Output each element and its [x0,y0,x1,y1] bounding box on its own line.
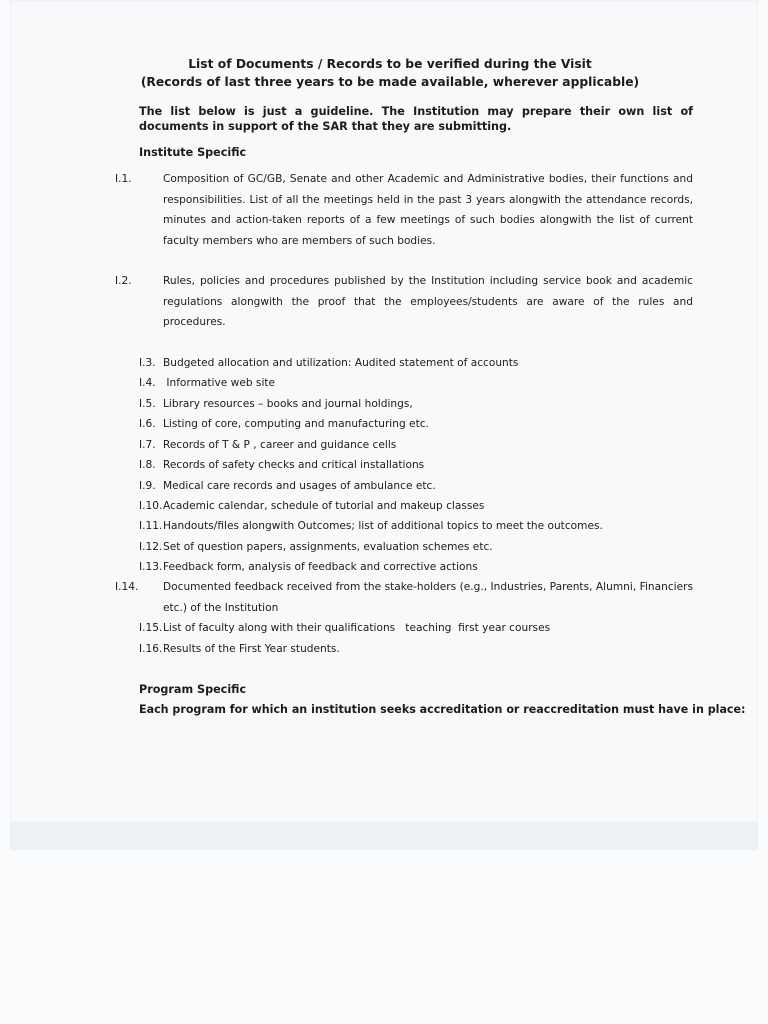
item-number: I.15. [139,622,163,634]
item-text: Results of the First Year students. [163,643,340,655]
list-item-i2 [115,271,693,333]
list-item-i14 [115,577,693,618]
item-text: Medical care records and usages of ambulance etc. [163,480,436,492]
intro-paragraph: The list below is just a guideline. The Institution may prepare their own list of documents in support of the SAR that they are submitting. [139,105,693,133]
item-number: I.11. [139,520,163,532]
program-intro: Each program for which an institution seeks accreditation or reaccreditation must have in place: [139,703,746,716]
list-item-i16 [139,639,693,660]
item-text: Informative web site [163,377,276,389]
item-text: Listing of core, computing and manufacturing etc. [163,418,429,430]
program-specific-heading: Program Specific [139,683,247,696]
item-text: Set of question papers, assignments, evaluation schemes etc. [163,541,493,553]
list-item-i12 [139,537,693,558]
item-text: Composition of GC/GB, Senate and other Academic and Administrative bodies, their functions and responsibilities. List of all the meetings held in the past 3 years alongwith the attendance records, minutes and action-taken reports of a few meetings of such bodies alongwith the list of current faculty members who are members of such bodies. [163,173,693,247]
item-number: I.6. [139,418,156,430]
item-number: I.3. [139,357,156,369]
institute-specific-heading: Institute Specific [139,146,247,159]
item-text: Feedback form, analysis of feedback and corrective actions [163,561,478,573]
item-number: I.13. [139,561,163,573]
item-number: I.4. [139,377,156,389]
item-number: I.8. [139,459,156,471]
list-item-i1 [115,169,693,251]
document-title: List of Documents / Records to be verified during the Visit [188,57,592,71]
item-number: I.14. [115,581,139,593]
item-number: I.16. [139,643,163,655]
item-number: I.5. [139,398,156,410]
document-subtitle: (Records of last three years to be made available, wherever applicable) [140,75,640,89]
list-item-i8 [139,455,693,476]
item-text: Budgeted allocation and utilization: Audited statement of accounts [163,357,519,369]
item-text: List of faculty along with their qualifications teaching first year courses [163,622,551,634]
list-item-i3 [139,353,693,374]
item-text: Documented feedback received from the stake-holders (e.g., Industries, Parents, Alumni, Financiers etc.) of the Institution [163,581,693,614]
list-item-i4 [139,373,693,394]
list-item-i11 [139,516,693,537]
item-number: I.1. [115,173,132,185]
item-number: I.7. [139,439,156,451]
page-bottom-edge [10,822,758,850]
list-item-i15 [139,618,693,639]
list-item-i7 [139,435,693,456]
list-item-i9 [139,476,693,497]
list-item-i6 [139,414,693,435]
item-number: I.10. [139,500,163,512]
item-text: Library resources – books and journal holdings, [163,398,413,410]
list-item-i10 [139,496,693,517]
item-number: I.9. [139,480,156,492]
item-number: I.2. [115,275,132,287]
list-item-i13 [139,557,693,578]
item-text: Rules, policies and procedures published by the Institution including service book and academic regulations alongwith the proof that the employees/students are aware of the rules and procedures. [163,275,693,329]
item-number: I.12. [139,541,163,553]
item-text: Records of safety checks and critical installations [163,459,425,471]
list-item-i5 [139,394,693,415]
item-text: Academic calendar, schedule of tutorial and makeup classes [163,500,485,512]
item-text: Records of T & P , career and guidance cells [163,439,397,451]
item-text: Handouts/files alongwith Outcomes; list of additional topics to meet the outcomes. [163,520,603,532]
